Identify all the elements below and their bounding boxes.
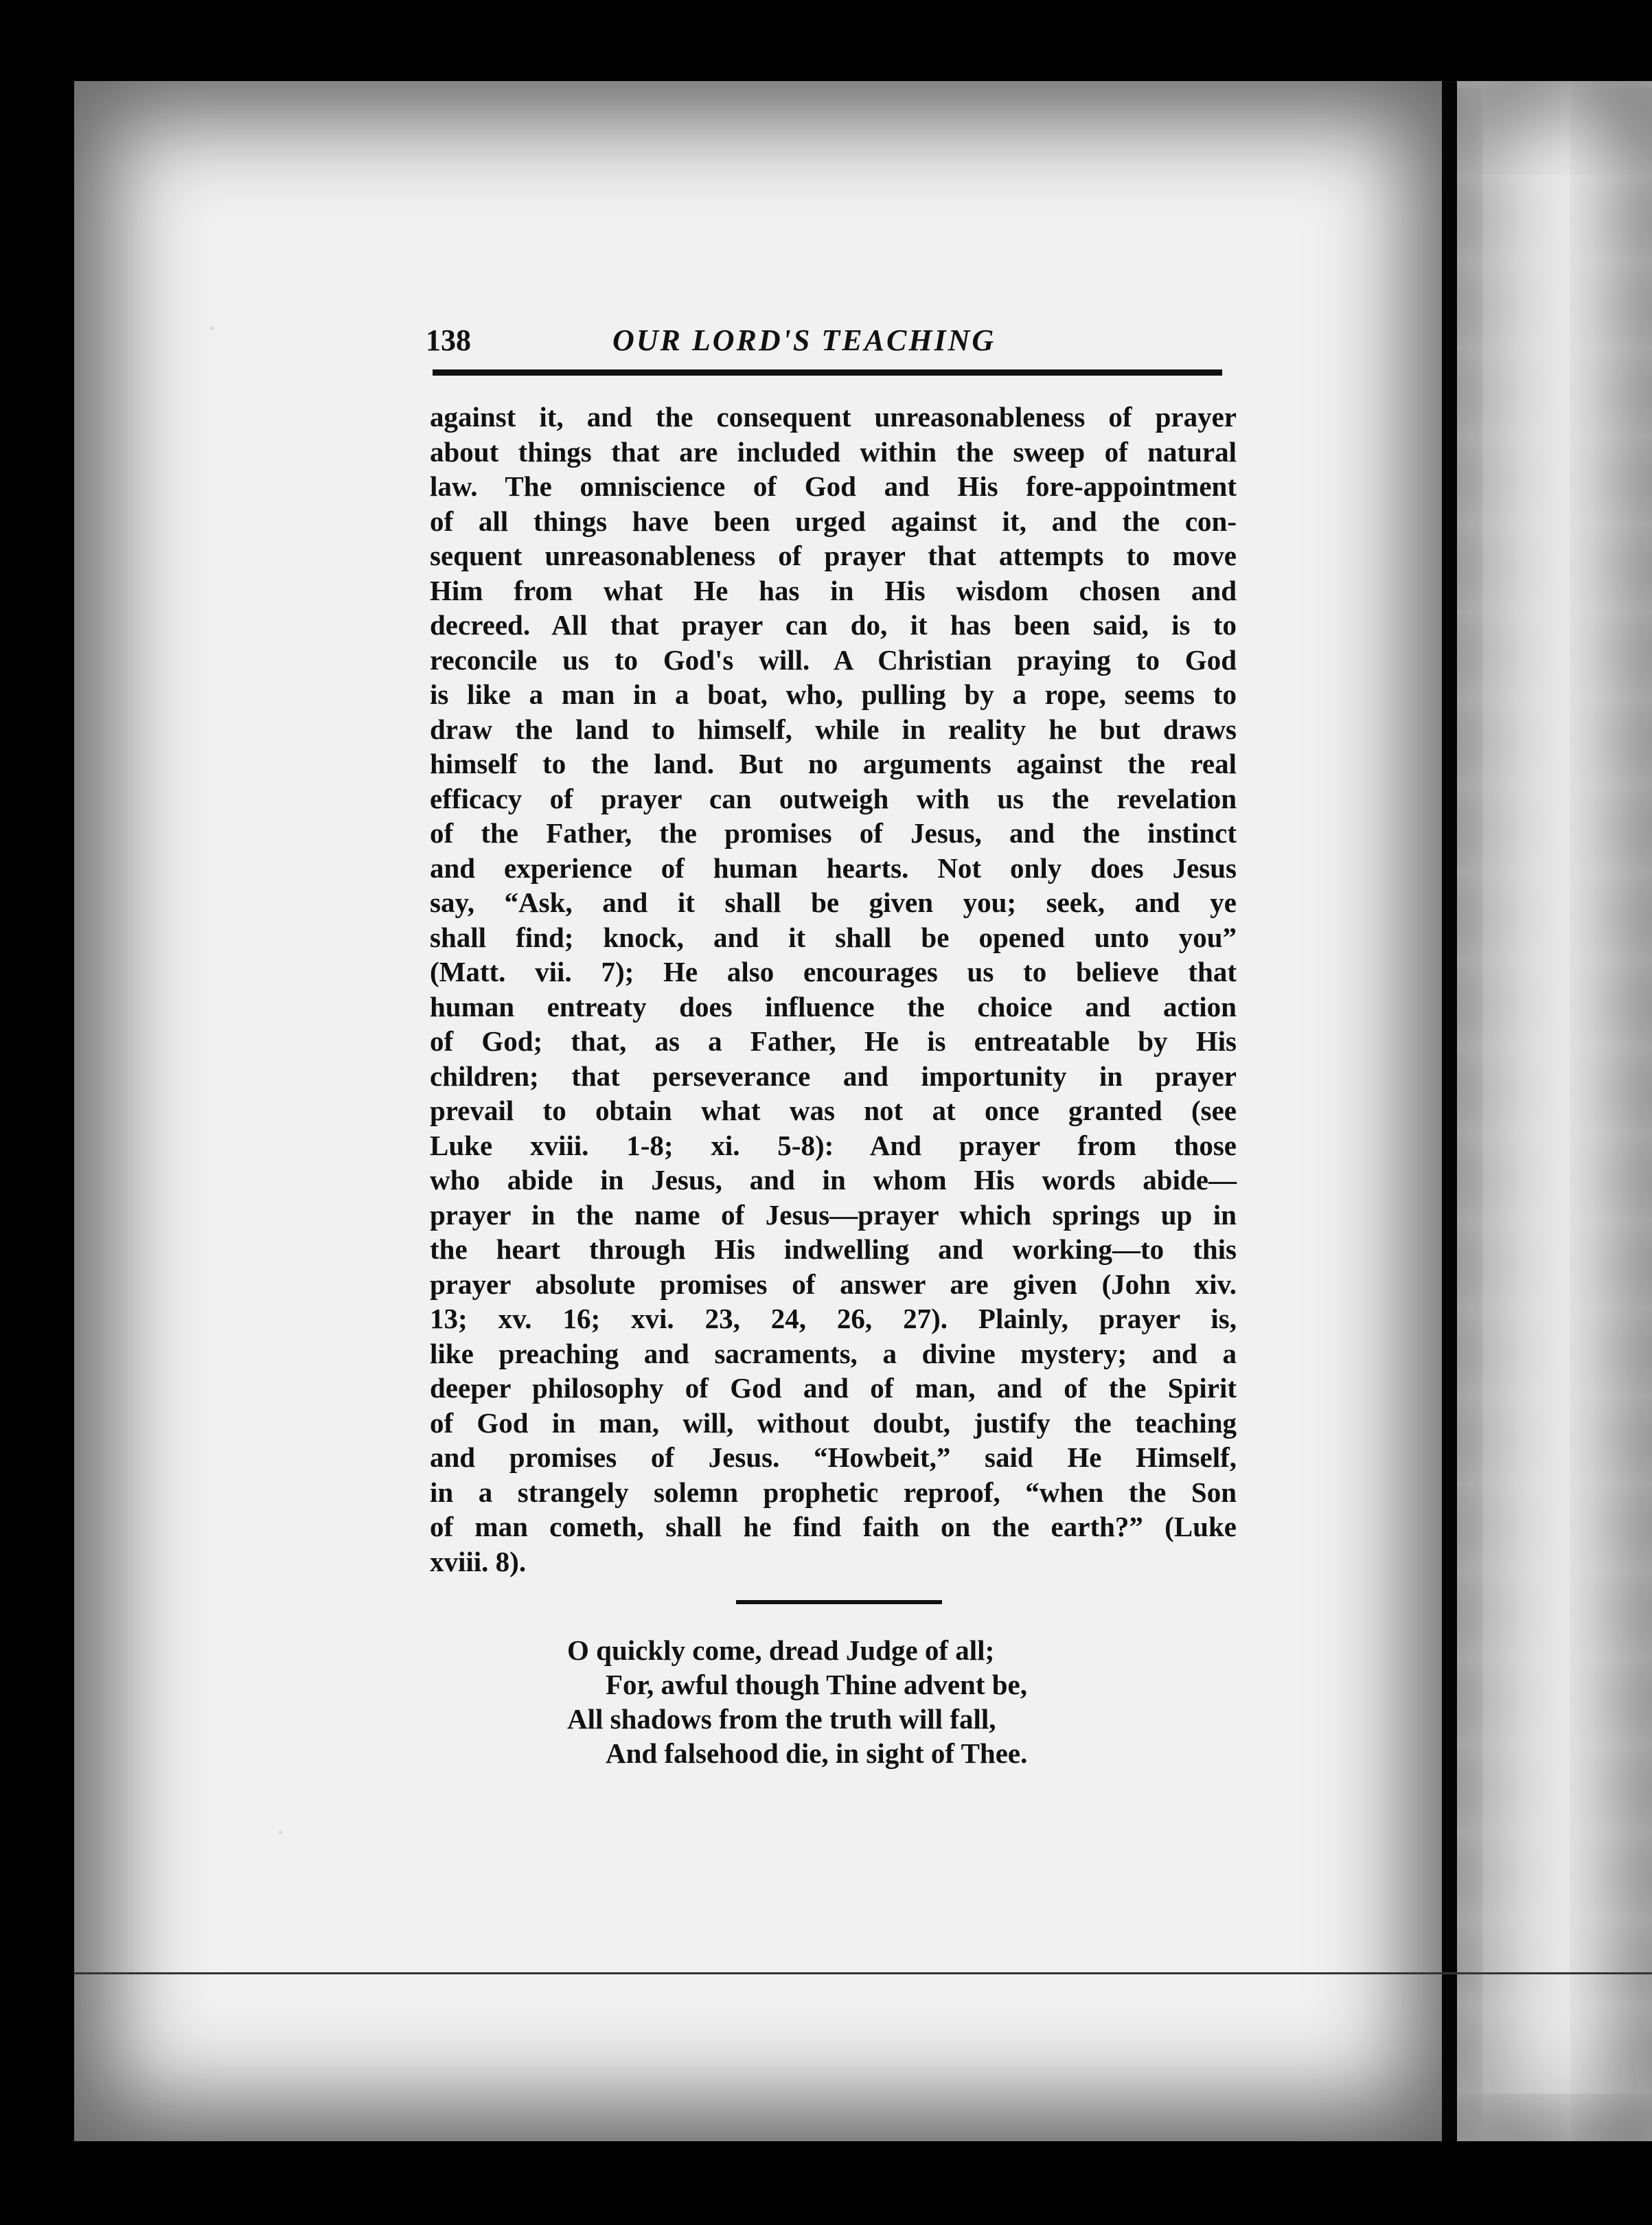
running-head (426, 323, 1229, 364)
text-line: is like a man in a boat, who, pulling by a rope, seems to (430, 678, 1237, 710)
text-line: law. The omniscience of God and His fore-appointment (430, 470, 1237, 502)
text-line: xviii. 8). (430, 1545, 527, 1577)
text-line: reconcile us to God's will. A Christian praying to God (430, 643, 1237, 676)
section-rule (736, 1600, 942, 1604)
text-line: Luke xviii. 1-8; xi. 5-8): And prayer from those (430, 1129, 1237, 1161)
running-title: OUR LORD'S TEACHING (612, 323, 996, 357)
header-rule (433, 369, 1222, 376)
text-line: sequent unreasonableness of prayer that attempts to move (430, 540, 1237, 571)
text-line: in a strangely solemn prophetic reproof, “when the Son (430, 1476, 1237, 1508)
text-line: of God in man, will, without doubt, justify the teaching (430, 1406, 1237, 1439)
gutter-divider (1442, 81, 1457, 2141)
text-line: and experience of human hearts. Not only does Jesus (430, 852, 1237, 884)
text-line: of man cometh, shall he find faith on the earth?” (Luke (430, 1511, 1237, 1542)
text-line: about things that are included within the sweep of natural (430, 435, 1237, 468)
verse-line: All shadows from the truth will fall, (567, 1703, 996, 1735)
text-line: who abide in Jesus, and in whom His words abide— (430, 1164, 1237, 1196)
text-line: of all things have been urged against it, and the con- (430, 505, 1237, 537)
scan-bottom-rule (74, 1972, 1652, 1974)
text-line: of God; that, as a Father, He is entreatable by His (430, 1025, 1237, 1057)
text-line: prayer absolute promises of answer are given (John xiv. (430, 1268, 1237, 1300)
text-line: against it, and the consequent unreasonableness of prayer (430, 401, 1237, 433)
text-line: deeper philosophy of God and of man, and of the Spirit (430, 1372, 1237, 1404)
text-line: of the Father, the promises of Jesus, and the instinct (430, 817, 1237, 849)
text-line: Him from what He has in His wisdom chosen and (430, 574, 1237, 606)
body-paragraph (430, 400, 1237, 1579)
text-line: draw the land to himself, while in reality he but draws (430, 713, 1237, 745)
text-line: decreed. All that prayer can do, it has been said, is to (430, 609, 1237, 641)
text-line: efficacy of prayer can outweigh with us the revelation (430, 782, 1237, 814)
text-line: (Matt. vii. 7); He also encourages us to believe that (430, 956, 1237, 988)
text-line: say, “Ask, and it shall be given you; seek, and ye (430, 887, 1237, 918)
verse-line: For, awful though Thine advent be, (606, 1669, 1027, 1700)
page-number: 138 (426, 323, 471, 357)
text-line: children; that perseverance and importunity in prayer (430, 1060, 1237, 1092)
text-line: himself to the land. But no arguments against the real (430, 748, 1237, 779)
text-line: 13; xv. 16; xvi. 23, 24, 26, 27). Plainly, prayer is, (430, 1303, 1237, 1334)
text-line: prevail to obtain what was not at once granted (see (430, 1095, 1237, 1126)
text-line: shall find; knock, and it shall be opened unto you” (430, 921, 1237, 953)
text-line: and promises of Jesus. “Howbeit,” said He Himself, (430, 1441, 1237, 1473)
verse-line: O quickly come, dread Judge of all; (567, 1634, 995, 1666)
verse-line: And falsehood die, in sight of Thee. (606, 1737, 1028, 1769)
text-line: like preaching and sacraments, a divine mystery; and a (430, 1337, 1237, 1369)
text-line: prayer in the name of Jesus—prayer which springs up in (430, 1198, 1237, 1231)
text-line: the heart through His indwelling and working—to this (430, 1233, 1237, 1265)
text-line: human entreaty does influence the choice and action (430, 990, 1237, 1023)
verse-stanza (567, 1633, 1116, 1770)
facing-page-edge (1457, 81, 1652, 2141)
